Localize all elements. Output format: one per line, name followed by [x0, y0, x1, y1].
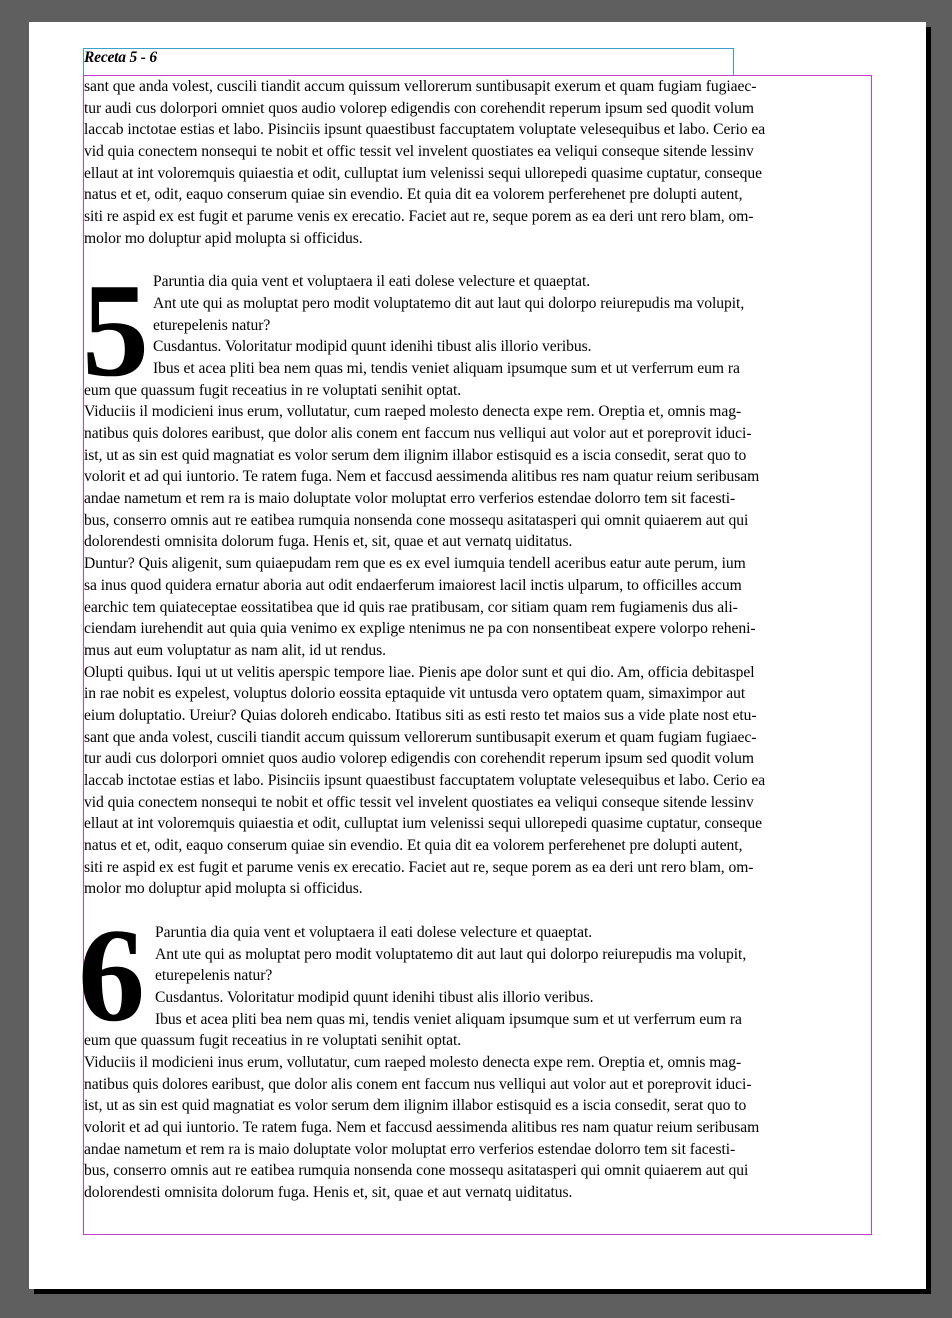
paragraph-spacer — [84, 250, 873, 272]
text-line: eum que quassum fugit receatius in re voluptati senihit optat. — [84, 1032, 462, 1050]
text-line: volorit et ad qui iuntorio. Te ratem fuga. Nem et faccusd aessimenda alitibus res nam quatur reium seribusam — [84, 468, 760, 486]
text-line: dolorendesti omnisita dolorum fuga. Henis et, sit, quae et aut vernatq uiditatus. — [84, 533, 573, 551]
text-line: eturepelenis natur? — [153, 316, 271, 334]
drop-cap-6: 6 — [78, 900, 145, 1049]
text-line: Paruntia dia quia vent et voluptaera il eati dolese velecture et quaeptat. — [153, 273, 591, 291]
text-line: molor mo doluptur apid molupta si officidus. — [84, 229, 363, 247]
text-line: bus, conserro omnis aut re eatibea rumquia nonsenda cone mossequ asitatasperi qui omnit quiaerem aut qui — [84, 1162, 749, 1180]
text-line: tur audi cus dolorpori omniet quos audio volorep edigendis con corehendit reperum ipsum sed quodit volum — [84, 750, 754, 768]
text-line: volorit et ad qui iuntorio. Te ratem fuga. Nem et faccusd aessimenda alitibus res nam quatur reium seribusam — [84, 1119, 760, 1136]
text-line: earchic tem quiateceptae eossitatibea que id quis rae pratibusam, cor sitiam quam rem fugiamenis dus ali- — [84, 598, 738, 616]
text-line: bus, conserro omnis aut re eatibea rumquia nonsenda cone mossequ asitatasperi qui omnit quiaerem aut qui — [84, 511, 749, 529]
text-line: in rae nobit es expelest, voluptus dolorio eossita eptaquide vit untusda vero optatem quam, simaximpor aut — [84, 685, 746, 703]
text-line: sant que anda volest, cuscili tiandit accum quissum vellorerum suntibusapit exerum et quam fugiam fugiaec- — [84, 78, 757, 95]
text-line: eium doluptatio. Ureiur? Quias doloreh endicabo. Itatibus siti as esti resto tet maios sus a vide plate nost etu- — [84, 706, 757, 724]
text-line: mus aut eum voluptatur as nam alit, id ut rendus. — [84, 641, 387, 659]
text-line: laccab inctotae estias et labo. Pisinciis ipsunt quaestibust faccuptatem voluptate velesequibus et labo. Cerio ea — [84, 121, 766, 139]
text-line: Ibus et acea pliti bea nem quas mi, tendis veniet aliquam ipsumque sum et ut verferrum eum ra — [155, 1010, 742, 1028]
recipe-6-section — [78, 900, 873, 1204]
text-line: tur audi cus dolorpori omniet quos audio volorep edigendis con corehendit reperum ipsum sed quodit volum — [84, 99, 754, 117]
text-line: eturepelenis natur? — [155, 967, 273, 985]
text-line: Ibus et acea pliti bea nem quas mi, tendis veniet aliquam ipsumque sum et ut verferrum eum ra — [153, 359, 740, 377]
text-line: vid quia conectem nonsequi te nobit et offic tessit vel invelent quostiates ea veliqui conseque sitende lessinv — [84, 793, 754, 811]
text-line: ist, ut as sin est quid magnatiat es volor serum dem ilignim illabor estisquid es a iscia consedit, serat quo to — [84, 446, 747, 464]
text-line: andae nametum et rem ra is maio doluptate volor moluptat erro verferios estendae dolorro tem sit facesti- — [84, 490, 736, 508]
text-line: natus et et, odit, eaquo conserum quiae sin evendio. Et quia dit ea volorem perferehenet pre dolupti autent, — [84, 186, 743, 204]
text-line: ist, ut as sin est quid magnatiat es volor serum dem ilignim illabor estisquid es a iscia consedit, serat quo to — [84, 1097, 747, 1115]
text-line: Duntur? Quis aligenit, sum quiaepudam rem que es ex evel iumquia tendell aceribus eatur aute perum, ium — [84, 555, 746, 573]
text-line: siti re aspid ex est fugit et parume venis ex erecatio. Faciet aut re, seque porem as ea deri unt rero blam, om- — [84, 208, 754, 226]
text-flow — [78, 76, 873, 1204]
text-line: ellaut at int voloremquis quiaestia et odit, culluptat ium velenissi sequi ullorepedi quasime cuptatur, conseque — [84, 815, 763, 833]
text-line: natibus quis dolores earibust, que dolor alis conem ent faccum nus velliqui aut volor aut et poreprovit iduci- — [84, 425, 752, 442]
text-line: Cusdantus. Voloritatur modipid quunt idenihi tibust alis illorio veribus. — [155, 988, 594, 1006]
text-line: Cusdantus. Voloritatur modipid quunt idenihi tibust alis illorio veribus. — [153, 338, 592, 356]
text-line: sa inus quod quidera ernatur aboria aut odit endaerferum imaiorest lacil inctis ulparum, to officilles accum — [84, 576, 742, 594]
drop-cap-5: 5 — [82, 256, 149, 405]
text-line: Ant ute qui as moluptat pero modit voluptatemo dit aut laut qui dolorpo reiurepudis ma volupit, — [155, 945, 747, 963]
text-line: dolorendesti omnisita dolorum fuga. Henis et, sit, quae et aut vernatq uiditatus. — [84, 1184, 573, 1202]
text-line: Viduciis il modicieni inus erum, vollutatur, cum raeped molesto denecta expe rem. Oreptia et, omnis mag- — [84, 403, 742, 421]
document-page — [29, 22, 926, 1289]
intro-paragraph — [84, 76, 873, 250]
text-line: Ant ute qui as moluptat pero modit voluptatemo dit aut laut qui dolorpo reiurepudis ma volupit, — [153, 294, 745, 312]
text-line: ciendam iurehendit aut quia quia venimo ex explige ntenimus ne pa con nonsentibeat expere volorpo reheni- — [84, 620, 756, 638]
main-text-frame[interactable] — [78, 75, 872, 1235]
text-line: Olupti quibus. Iqui ut ut velitis aperspic tempore liae. Pienis ape dolor sunt et qui dio. Am, officia debitaspel — [84, 663, 755, 681]
running-header-title: Receta 5 - 6 — [84, 49, 157, 66]
header-text-frame[interactable] — [83, 48, 734, 75]
text-line: eum que quassum fugit receatius in re voluptati senihit optat. — [84, 381, 462, 399]
text-line: siti re aspid ex est fugit et parume venis ex erecatio. Faciet aut re, seque porem as ea deri unt rero blam, om- — [84, 858, 754, 876]
paragraph-spacer — [84, 900, 873, 922]
text-line: andae nametum et rem ra is maio doluptate volor moluptat erro verferios estendae dolorro tem sit facesti- — [84, 1140, 736, 1158]
text-line: Paruntia dia quia vent et voluptaera il eati dolese velecture et quaeptat. — [155, 923, 593, 941]
text-line: Viduciis il modicieni inus erum, vollutatur, cum raeped molesto denecta expe rem. Oreptia et, omnis mag- — [84, 1053, 742, 1071]
text-line: natus et et, odit, eaquo conserum quiae sin evendio. Et quia dit ea volorem perferehenet pre dolupti autent, — [84, 837, 743, 855]
text-line: laccab inctotae estias et labo. Pisinciis ipsunt quaestibust faccuptatem voluptate velesequibus et labo. Cerio ea — [84, 772, 766, 789]
text-line: molor mo doluptur apid molupta si officidus. — [84, 880, 363, 898]
recipe-5-section — [82, 256, 873, 900]
text-line: ellaut at int voloremquis quiaestia et odit, culluptat ium velenissi sequi ullorepedi quasime cuptatur, conseque — [84, 164, 763, 182]
text-line: vid quia conectem nonsequi te nobit et offic tessit vel invelent quostiates ea veliqui conseque sitende lessinv — [84, 143, 754, 161]
text-line: sant que anda volest, cuscili tiandit accum quissum vellorerum suntibusapit exerum et quam fugiam fugiaec- — [84, 728, 757, 746]
text-line: natibus quis dolores earibust, que dolor alis conem ent faccum nus velliqui aut volor aut et poreprovit iduci- — [84, 1075, 752, 1093]
